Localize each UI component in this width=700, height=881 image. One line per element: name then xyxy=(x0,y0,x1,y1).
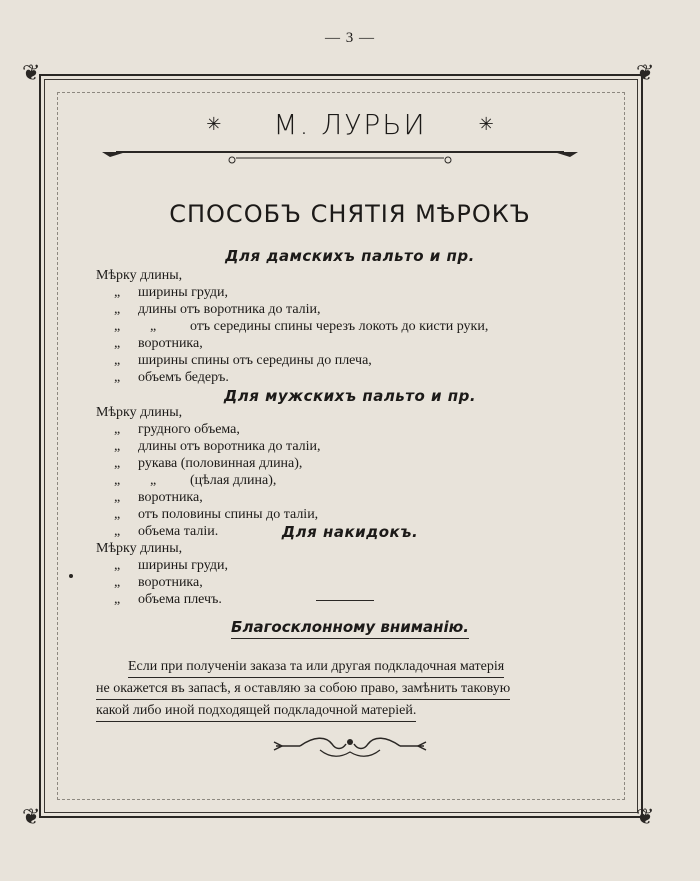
list-item: „ объема таліи. xyxy=(114,524,219,539)
list-item: „ воротника, xyxy=(114,575,203,590)
asterisk-ornament-icon: ✳ xyxy=(478,114,494,134)
list-item: „ „ (цѣлая длина), xyxy=(114,473,277,488)
list-item: „ длины отъ воротника до таліи, xyxy=(114,439,321,454)
notice-line: Если при полученіи заказа та или другая подкладочная матерія xyxy=(128,656,504,678)
list-item: Мѣрку длины, xyxy=(96,541,183,556)
list-item: „ „ отъ середины спины черезъ локоть до кисти руки, xyxy=(114,319,489,334)
short-divider xyxy=(316,600,374,601)
corner-flourish-icon: ❦ xyxy=(22,60,41,85)
corner-flourish-icon: ❦ xyxy=(636,804,655,829)
corner-flourish-icon: ❦ xyxy=(22,804,41,829)
list-item: „ ширины груди, xyxy=(114,558,228,573)
measure-list xyxy=(96,267,488,386)
notice-line: не окажется въ запасѣ, я оставляю за собою право, замѣнить таковую xyxy=(96,678,510,700)
section-title: Для накидокъ. xyxy=(281,523,419,541)
list-item: „ ширины спины отъ середины до плеча, xyxy=(114,353,372,368)
notice-title: Благосклонному вниманію. xyxy=(0,618,700,636)
list-item: „ объемъ бедеръ. xyxy=(114,370,229,385)
flourish-ornament-icon xyxy=(270,732,430,762)
page-number: — 3 — xyxy=(325,30,375,46)
notice-line: какой либо иной подходящей подкладочной матеріей. xyxy=(96,700,416,722)
header xyxy=(0,108,700,141)
divider-ornament-icon xyxy=(96,148,584,168)
list-item: „ воротника, xyxy=(114,490,203,505)
section-title: Для дамскихъ пальто и пр. xyxy=(225,247,475,265)
corner-flourish-icon: ❦ xyxy=(636,60,655,85)
list-item: „ объема плечъ. xyxy=(114,592,222,607)
section-title: Для мужскихъ пальто и пр. xyxy=(223,387,477,405)
list-item: Мѣрку длины, xyxy=(96,268,183,283)
list-item: Мѣрку длины, xyxy=(96,405,183,420)
asterisk-ornament-icon: ✳ xyxy=(206,114,222,134)
list-item: „ воротника, xyxy=(114,336,203,351)
list-item: „ длины отъ воротника до таліи, xyxy=(114,302,321,317)
measure-list xyxy=(96,540,228,608)
list-item: „ рукава (половинная длина), xyxy=(114,456,303,471)
author-name: М. ЛУРЬИ xyxy=(273,108,427,141)
measure-list xyxy=(96,404,321,540)
list-item: „ грудного объема, xyxy=(114,422,240,437)
list-item: „ отъ половины спины до таліи, xyxy=(114,507,319,522)
main-title: СПОСОБЪ СНЯТІЯ МѢРОКЪ xyxy=(169,200,531,228)
ink-dot xyxy=(69,574,73,578)
list-item: „ ширины груди, xyxy=(114,285,228,300)
notice-text xyxy=(96,656,588,722)
